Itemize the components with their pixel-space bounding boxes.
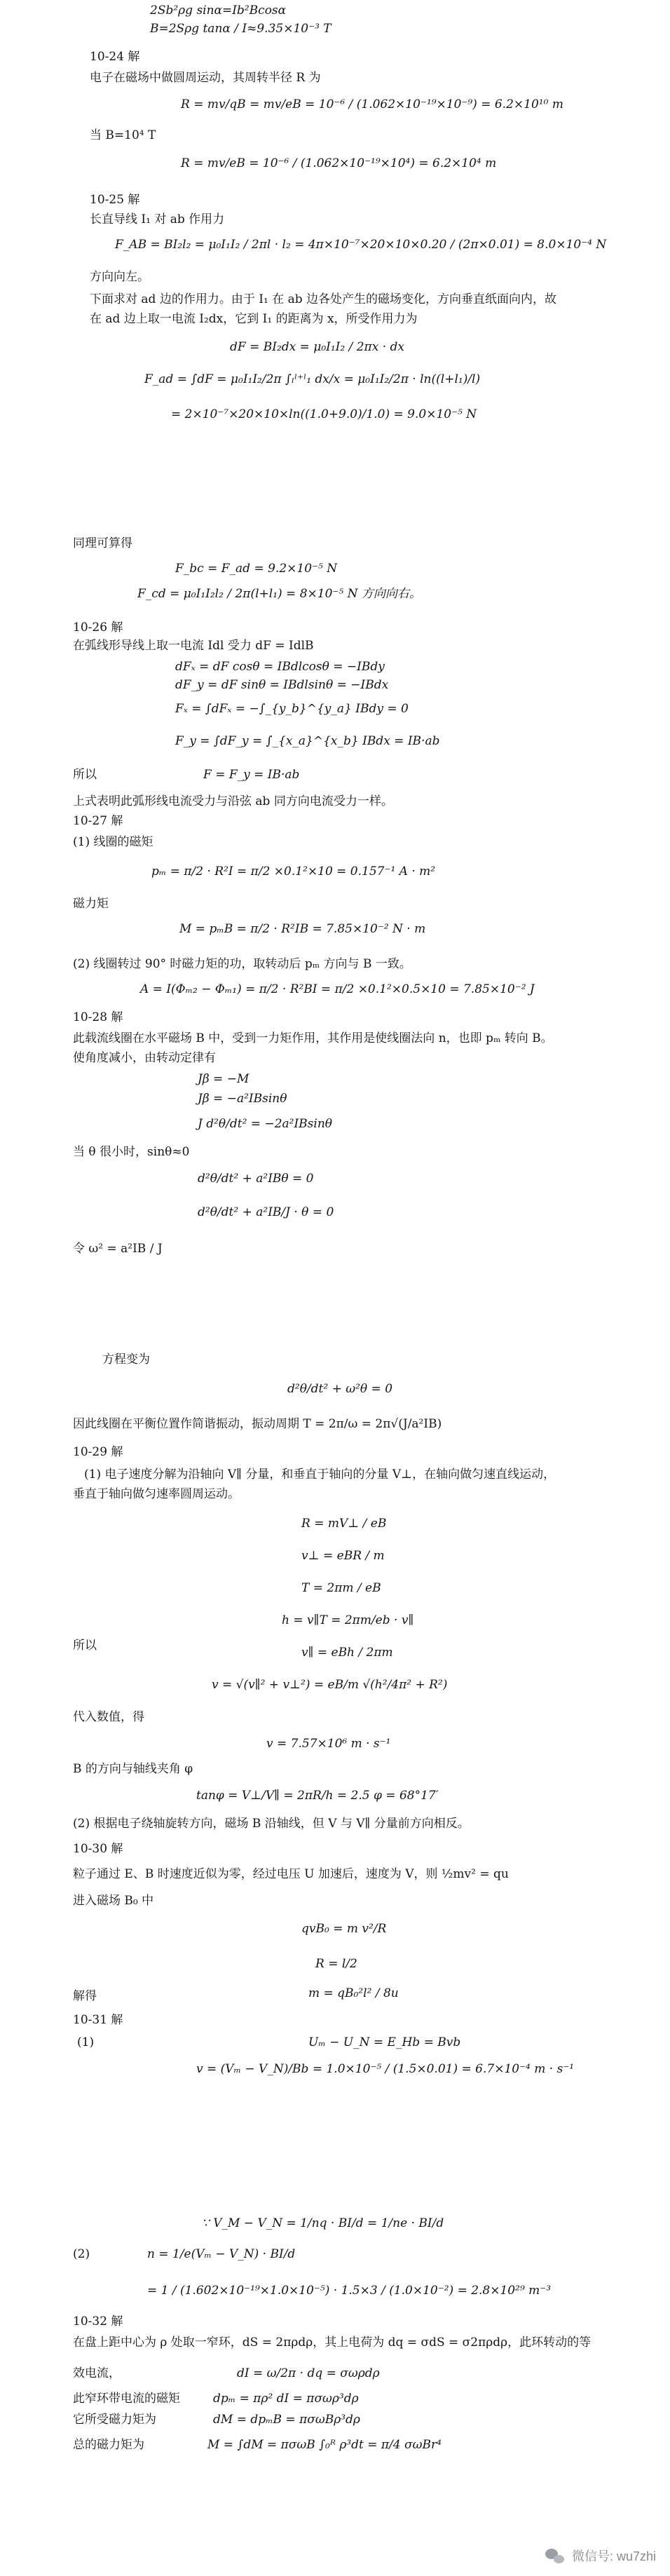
watermark bbox=[545, 2547, 656, 2565]
text-line: 同理可算得 bbox=[73, 536, 132, 550]
equation-line: dpₘ = πρ² dI = πσωρ³dρ bbox=[213, 2392, 359, 2406]
equation-line: M = ∫dM = πσωB ∫₀ᴿ ρ³dt = π/4 σωBr⁴ bbox=[207, 2438, 442, 2452]
text-line: 当 θ 很小时，sinθ≈0 bbox=[73, 1145, 190, 1159]
wechat-icon bbox=[545, 2547, 566, 2564]
text-line: 在盘上距中心为 ρ 处取一窄环，dS = 2πρdρ，其上电荷为 dq = σdS = σ2πρdρ，此环转动的等 bbox=[73, 2336, 592, 2350]
text-line: 10-32 解 bbox=[73, 2314, 123, 2328]
equation-line: B=2Sρg tanα / I≈9.35×10⁻³ T bbox=[150, 22, 331, 36]
text-line: 粒子通过 E、B 时速度近似为零，经过电压 U 加速后，速度为 V，则 ½mv² = qu bbox=[73, 1867, 509, 1881]
equation-line: Jβ = −M bbox=[198, 1072, 249, 1086]
text-line: 10-29 解 bbox=[73, 1445, 123, 1459]
equation-line: J d²θ/dt² = −2a²IBsinθ bbox=[198, 1117, 333, 1131]
equation-line: T = 2πm / eB bbox=[301, 1581, 381, 1595]
text-line: 当 B=10⁴ T bbox=[90, 128, 156, 142]
equation-line: = 1 / (1.602×10⁻¹⁹×1.0×10⁻⁵) · 1.5×3 / (1.0×10⁻²) = 2.8×10²⁹ m⁻³ bbox=[147, 2284, 552, 2298]
text-line: 所以 bbox=[73, 768, 97, 782]
equation-line: d²θ/dt² + a²IBθ = 0 bbox=[198, 1172, 314, 1186]
equation-line: A = I(Φₘ₂ − Φₘ₁) = π/2 · R²BI = π/2 ×0.1²×0.5×10 = 7.85×10⁻² J bbox=[140, 982, 535, 996]
equation-line: 2Sb²ρg sinα=Ib²Bcosα bbox=[150, 4, 287, 18]
text-line: 使角度减小，由转动定律有 bbox=[73, 1051, 216, 1065]
equation-line: R = mv/eB = 10⁻⁶ / (1.062×10⁻¹⁹×10⁴) = 6.2×10⁴ m bbox=[181, 156, 497, 170]
text-line: B 的方向与轴线夹角 φ bbox=[73, 1762, 193, 1776]
equation-line: v = (Vₘ − V_N)/Bb = 1.0×10⁻⁵ / (1.5×0.01) = 6.7×10⁻⁴ m · s⁻¹ bbox=[196, 2062, 575, 2076]
text-line: (1) 电子速度分解为沿轴向 V∥ 分量，和垂直于轴向的分量 V⊥，在轴向做匀速直线运动， bbox=[84, 1467, 556, 1482]
equation-line: dF_y = dF sinθ = IBdlsinθ = −IBdx bbox=[175, 678, 389, 692]
equation-line: R = mv/qB = mv/eB = 10⁻⁶ / (1.062×10⁻¹⁹×10⁻⁹) = 6.2×10¹⁰ m bbox=[181, 97, 563, 111]
equation-line: v⊥ = eBR / m bbox=[301, 1549, 385, 1563]
equation-line: = 2×10⁻⁷×20×10×ln((1.0+9.0)/1.0) = 9.0×10⁻⁵ N bbox=[171, 407, 477, 421]
text-line: 因此线圈在平衡位置作简谐振动，振动周期 T = 2π/ω = 2π√(J/a²IB) bbox=[73, 1417, 442, 1431]
equation-line: Jβ = −a²IBsinθ bbox=[198, 1092, 287, 1106]
equation-line: dI = ω/2π · dq = σωρdρ bbox=[237, 2366, 380, 2380]
text-line: (2) bbox=[73, 2247, 90, 2261]
text-line: 效电流， bbox=[73, 2366, 121, 2380]
text-line: (2) 根据电子绕轴旋转方向，磁场 B 沿轴线，但 V 与 V∥ 分量前方向相反。 bbox=[73, 1817, 470, 1831]
equation-line: m = qB₀²l² / 8u bbox=[308, 1986, 399, 2000]
equation-line: F_y = ∫dF_y = ∫_{x_a}^{x_b} IBdx = IB·ab bbox=[175, 734, 440, 748]
text-line: 解得 bbox=[73, 1989, 97, 2003]
text-line: 此窄环带电流的磁矩 bbox=[73, 2392, 180, 2406]
text-line: 在 ad 边上取一电流 I₂dx，它到 I₁ 的距离为 x，所受作用力为 bbox=[90, 312, 418, 326]
text-line: (1) 线圈的磁矩 bbox=[73, 835, 153, 849]
equation-line: d²θ/dt² + a²IB/J · θ = 0 bbox=[198, 1205, 334, 1219]
text-line: 代入数值，得 bbox=[73, 1710, 144, 1724]
text-line: (2) 线圈转过 90° 时磁力矩的功，取转动后 pₘ 方向与 B 一致。 bbox=[73, 957, 411, 971]
equation-line: Uₘ − U_N = E_Hb = Bvb bbox=[308, 2035, 461, 2049]
text-line: 10-30 解 bbox=[73, 1842, 123, 1856]
text-line: 10-27 解 bbox=[73, 814, 123, 828]
text-line: 它所受磁力矩为 bbox=[73, 2413, 156, 2427]
equation-line: v∥ = eBh / 2πm bbox=[301, 1646, 393, 1660]
text-line: 方向向左。 bbox=[90, 270, 149, 284]
text-line: 此载流线圈在水平磁场 B 中，受到一力矩作用，其作用是使线圈法向 n，也即 pₘ 转向 B。 bbox=[73, 1031, 553, 1045]
text-line: 10-28 解 bbox=[73, 1010, 123, 1024]
text-line: 长直导线 I₁ 对 ab 作用力 bbox=[90, 212, 225, 226]
equation-line: M = pₘB = π/2 · R²IB = 7.85×10⁻² N · m bbox=[179, 922, 426, 936]
text-line: 总的磁力矩为 bbox=[73, 2438, 144, 2452]
equation-line: qvB₀ = m v²/R bbox=[301, 1922, 387, 1936]
text-line: 垂直于轴向做匀速率圆周运动。 bbox=[73, 1487, 240, 1501]
equation-line: ∵ V_M − V_N = 1/nq · BI/d = 1/ne · BI/d bbox=[202, 2216, 444, 2230]
equation-line: Fₓ = ∫dFₓ = −∫_{y_b}^{y_a} IBdy = 0 bbox=[175, 702, 409, 716]
equation-line: n = 1/e(Vₘ − V_N) · BI/d bbox=[147, 2247, 296, 2261]
text-line: 10-31 解 bbox=[73, 2013, 123, 2027]
equation-line: F_AB = BI₂l₂ = μ₀I₁I₂ / 2πl · l₂ = 4π×10⁻⁷×20×10×0.20 / (2π×0.01) = 8.0×10⁻⁴ N bbox=[115, 238, 607, 252]
text-line: 进入磁场 B₀ 中 bbox=[73, 1894, 154, 1908]
text-line: 磁力矩 bbox=[73, 897, 109, 911]
equation-line: F_cd = μ₀I₁I₂l₂ / 2π(l+l₁) = 8×10⁻⁵ N 方向向右。 bbox=[137, 587, 421, 601]
text-line: 方程变为 bbox=[102, 1353, 150, 1367]
equation-line: F = F_y = IB·ab bbox=[203, 768, 300, 782]
text-line: (1) bbox=[77, 2035, 95, 2049]
text-line: 电子在磁场中做圆周运动，其周转半径 R 为 bbox=[90, 71, 321, 85]
text-line: 令 ω² = a²IB / J bbox=[73, 1242, 163, 1256]
text-line: 上式表明此弧形线电流受力与沿弦 ab 同方向电流受力一样。 bbox=[73, 794, 393, 808]
equation-line: h = v∥T = 2πm/eb · v∥ bbox=[282, 1613, 414, 1627]
watermark-text: 微信号: wu7zhi bbox=[571, 2549, 656, 2563]
equation-line: dM = dpₘB = πσωBρ³dρ bbox=[213, 2413, 360, 2427]
text-line: 10-25 解 bbox=[90, 193, 140, 207]
text-line: 在弧线形导线上取一电流 Idl 受力 dF = IdlB bbox=[73, 639, 314, 653]
equation-line: dF = BI₂dx = μ₀I₁I₂ / 2πx · dx bbox=[230, 340, 404, 354]
equation-line: d²θ/dt² + ω²θ = 0 bbox=[287, 1382, 393, 1396]
equation-line: F_ad = ∫dF = μ₀I₁I₂/2π ∫ₗˡ⁺ˡ₁ dx/x = μ₀I₁I₂/2π · ln((l+l₁)/l) bbox=[144, 372, 481, 386]
equation-line: pₘ = π/2 · R²I = π/2 ×0.1²×10 = 0.157⁻¹ A · m² bbox=[151, 865, 436, 879]
equation-line: F_bc = F_ad = 9.2×10⁻⁵ N bbox=[175, 562, 338, 576]
equation-line: dFₓ = dF cosθ = IBdlcosθ = −IBdy bbox=[175, 660, 385, 674]
equation-line: R = l/2 bbox=[315, 1957, 357, 1971]
equation-line: tanφ = V⊥/V∥ = 2πR/h = 2.5 φ = 68°17′ bbox=[196, 1789, 439, 1803]
text-line: 10-26 解 bbox=[73, 621, 123, 635]
text-line: 所以 bbox=[73, 1639, 97, 1653]
equation-line: v = √(v∥² + v⊥²) = eB/m √(h²/4π² + R²) bbox=[212, 1678, 448, 1692]
text-line: 下面求对 ad 边的作用力。由于 I₁ 在 ab 边各处产生的磁场变化，方向垂直纸面向内，故 bbox=[90, 292, 556, 306]
text-line: 10-24 解 bbox=[90, 50, 140, 64]
equation-line: R = mV⊥ / eB bbox=[301, 1517, 387, 1531]
equation-line: v = 7.57×10⁶ m · s⁻¹ bbox=[266, 1737, 391, 1751]
